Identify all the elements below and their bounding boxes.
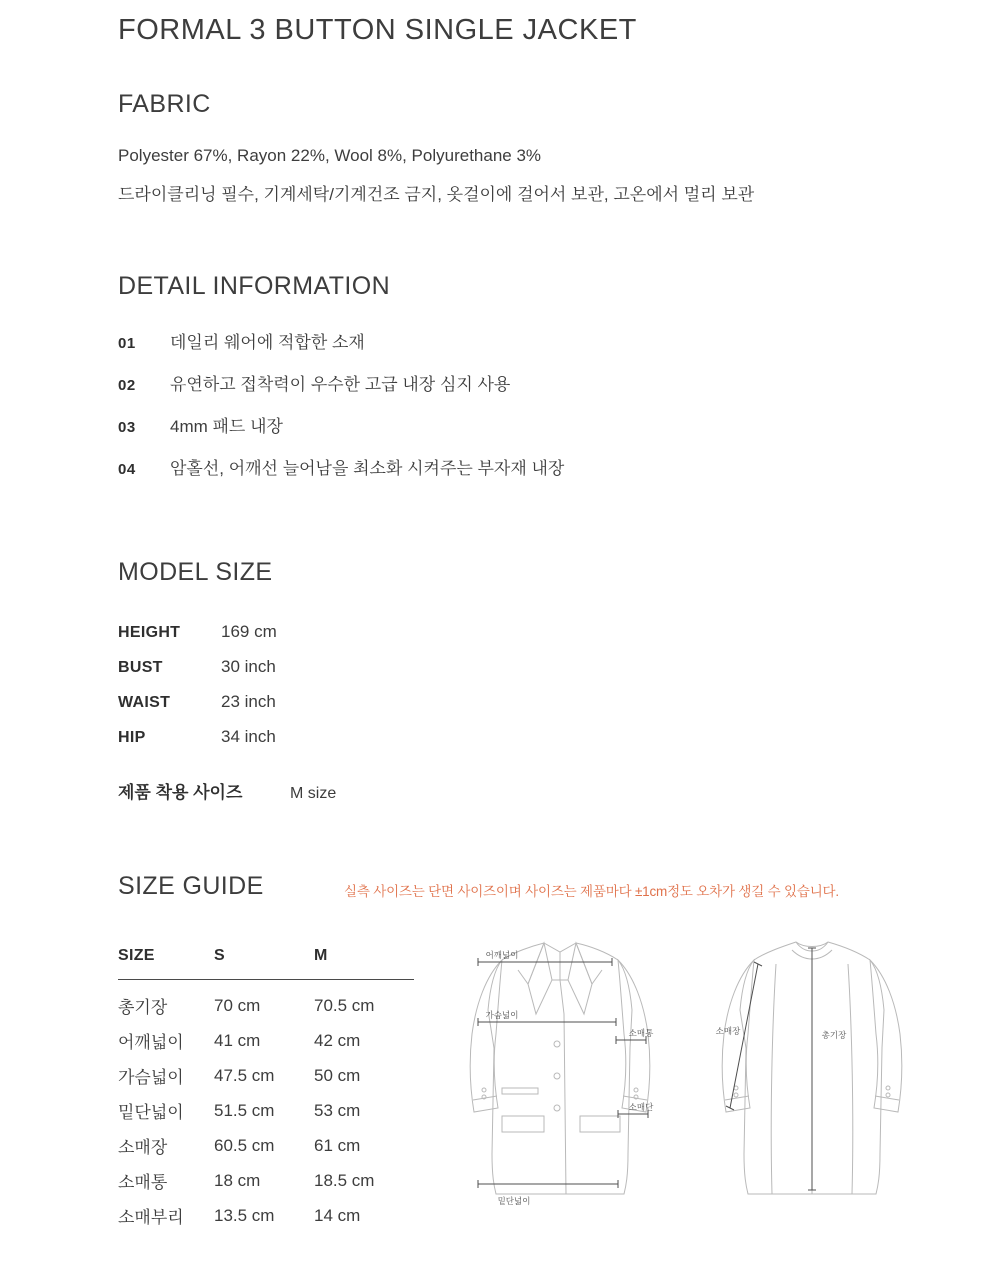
model-worn-value: M size [290,785,337,802]
table-row [118,1023,414,1058]
diagram-label-hem: 밑단넓이 [497,1196,531,1206]
measure-name: 가슴넓이 [118,1068,184,1087]
detail-information-list [118,328,818,496]
detail-item-number: 01 [118,335,136,352]
measure-name: 총기장 [118,998,168,1017]
fabric-care: 드라이클리닝 필수, 기계세탁/기계건조 금지, 옷걸이에 걸어서 보관, 고온에서 멀리 보관 [118,185,755,204]
list-item [118,412,818,438]
measure-m: 18.5 cm [314,1170,375,1190]
size-measurement-diagram [440,918,980,1228]
model-size-label: BUST [118,659,163,676]
page-title: FORMAL 3 BUTTON SINGLE JACKET [118,14,637,46]
measure-m: 14 cm [314,1205,361,1225]
detail-item-number: 04 [118,461,136,478]
diagram-label-shoulder: 어깨넓이 [485,950,519,960]
detail-item-text: 데일리 웨어에 적합한 소재 [170,333,365,352]
model-size-label: HEIGHT [118,624,181,641]
measure-s: 60.5 cm [214,1135,275,1155]
model-worn-size [118,778,336,803]
measure-m: 50 cm [314,1065,361,1085]
measure-s: 18 cm [214,1170,261,1190]
table-row [118,1128,414,1163]
size-guide-note: 실측 사이즈는 단면 사이즈이며 사이즈는 제품마다 ±1cm정도 오차가 생길 수 있습니다. [344,884,839,899]
model-size-value: 30 inch [221,657,276,676]
measure-m: 42 cm [314,1030,361,1050]
column-header-m: M [314,946,328,964]
column-header-size: SIZE [118,946,155,964]
fabric-composition: Polyester 67%, Rayon 22%, Wool 8%, Polyurethane 3% [118,146,542,165]
measure-name: 소매부리 [118,1208,184,1227]
diagram-label-sleeve-width: 소매통 [628,1028,654,1038]
size-guide-table [118,938,414,1233]
diagram-label-cuff: 소매단 [628,1102,654,1112]
list-item [118,328,818,354]
measure-s: 47.5 cm [214,1065,275,1085]
measure-m: 61 cm [314,1135,361,1155]
measure-name: 밑단넓이 [118,1103,184,1122]
table-header-row [118,938,414,980]
column-header-s: S [214,946,225,964]
size-guide-heading: SIZE GUIDE [118,872,264,900]
diagram-label-total-length: 총기장 [821,1030,847,1040]
diagram-label-sleeve-length: 소매장 [715,1026,741,1036]
detail-item-text: 4mm 패드 내장 [170,417,283,436]
table-row [118,657,277,692]
table-row [118,980,414,1024]
model-size-value: 34 inch [221,727,276,746]
detail-item-number: 03 [118,419,136,436]
table-row [118,1093,414,1128]
list-item [118,370,818,396]
table-row [118,1163,414,1198]
table-row [118,1198,414,1233]
detail-item-text: 유연하고 접착력이 우수한 고급 내장 심지 사용 [170,375,511,394]
detail-item-text: 암홀선, 어깨선 늘어남을 최소화 시켜주는 부자재 내장 [170,459,565,478]
table-row [118,622,277,657]
measure-m: 53 cm [314,1100,361,1120]
table-row [118,692,277,727]
model-worn-label: 제품 착용 사이즈 [118,783,243,802]
detail-information-heading: DETAIL INFORMATION [118,272,391,300]
measure-name: 소매장 [118,1138,168,1157]
table-row [118,727,277,762]
measure-name: 어깨넓이 [118,1033,184,1052]
model-size-value: 23 inch [221,692,276,711]
measure-s: 13.5 cm [214,1205,275,1225]
measure-name: 소매통 [118,1173,168,1192]
measure-s: 70 cm [214,995,261,1015]
model-size-value: 169 cm [221,622,277,641]
model-size-heading: MODEL SIZE [118,558,273,586]
model-size-label: HIP [118,729,146,746]
model-size-table [118,622,277,762]
diagram-label-chest: 가슴넓이 [485,1010,519,1020]
measure-m: 70.5 cm [314,995,375,1015]
measure-s: 41 cm [214,1030,261,1050]
list-item [118,454,818,480]
table-row [118,1058,414,1093]
detail-item-number: 02 [118,377,136,394]
fabric-heading: FABRIC [118,90,211,118]
model-size-label: WAIST [118,694,171,711]
measure-s: 51.5 cm [214,1100,275,1120]
